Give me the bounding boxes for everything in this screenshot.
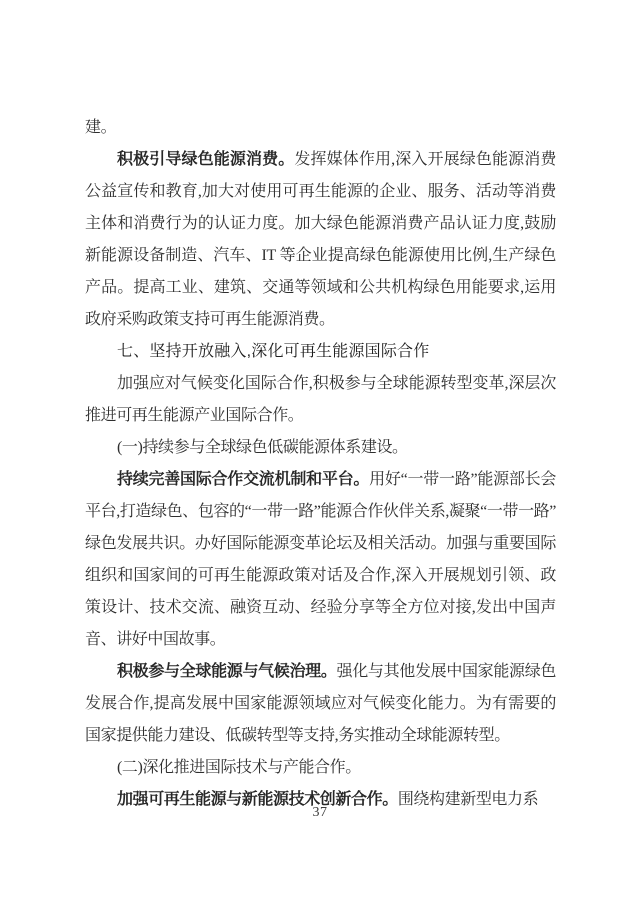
paragraph-section-intro (85, 368, 556, 432)
paragraph-lead-sentence: 积极引导绿色能源消费。 (117, 151, 295, 168)
paragraph-lead-sentence: 持续完善国际合作交流机制和平台。 (117, 471, 370, 488)
paragraph-body-text: 强化与其他发展中国家能源绿色发展合作,提高发展中国家能源领域应对气候变化能力。为有需要的国家提供能力建设、低碳转型等支持,务实推动全球能源转型。 (85, 663, 557, 744)
paragraph-body-text: 围绕构建新型电力系 (397, 791, 539, 808)
section-heading-seven: 七、坚持开放融入,深化可再生能源国际合作 (117, 343, 430, 360)
paragraph-lead-sentence: 加强可再生能源与新能源技术创新合作。 (117, 791, 398, 808)
paragraph-body-text: 用好“一带一路”能源部长会平台,打造绿色、包容的“一带一路”能源合作伙伴关系,凝聚“一带一路”绿色发展共识。办好国际能源变革论坛及相关活动。加强与重要国际组织和国家间的可再生能源政策对话及合作,深入开展规划引领、政策设计、技术交流、融资互动、经验分享等全方位对接,发出中国声音、讲好中国故事。 (85, 471, 556, 648)
page-number: 37 (312, 805, 328, 820)
subsection-heading-one: (一)持续参与全球绿色低碳能源体系建设。 (117, 439, 408, 456)
paragraph-continuation (85, 112, 556, 144)
paragraph-green-energy-consumption (85, 144, 556, 336)
page-body-text (85, 112, 556, 816)
paragraph-lead-sentence: 积极参与全球能源与气候治理。 (117, 663, 337, 680)
paragraph-international-platforms (85, 464, 556, 656)
paragraph-body-text: 加强应对气候变化国际合作,积极参与全球能源转型变革,深层次推进可再生能源产业国际合作。 (85, 375, 556, 424)
paragraph-global-governance (85, 656, 556, 752)
subsection-heading-two: (二)深化推进国际技术与产能合作。 (117, 759, 361, 776)
paragraph-body-text: 发挥媒体作用,深入开展绿色能源消费公益宣传和教育,加大对使用可再生能源的企业、服务、活动等消费主体和消费行为的认证力度。加大绿色能源消费产品认证力度,鼓励新能源设备制造、汽车、IT 等企业提高绿色能源使用比例,生产绿色产品。提高工业、建筑、交通等领域和公共机构绿色用能要求,运用政府采购政策支持可再生能源消费。 (85, 151, 556, 328)
paragraph-continuation-text: 建。 (85, 119, 117, 136)
